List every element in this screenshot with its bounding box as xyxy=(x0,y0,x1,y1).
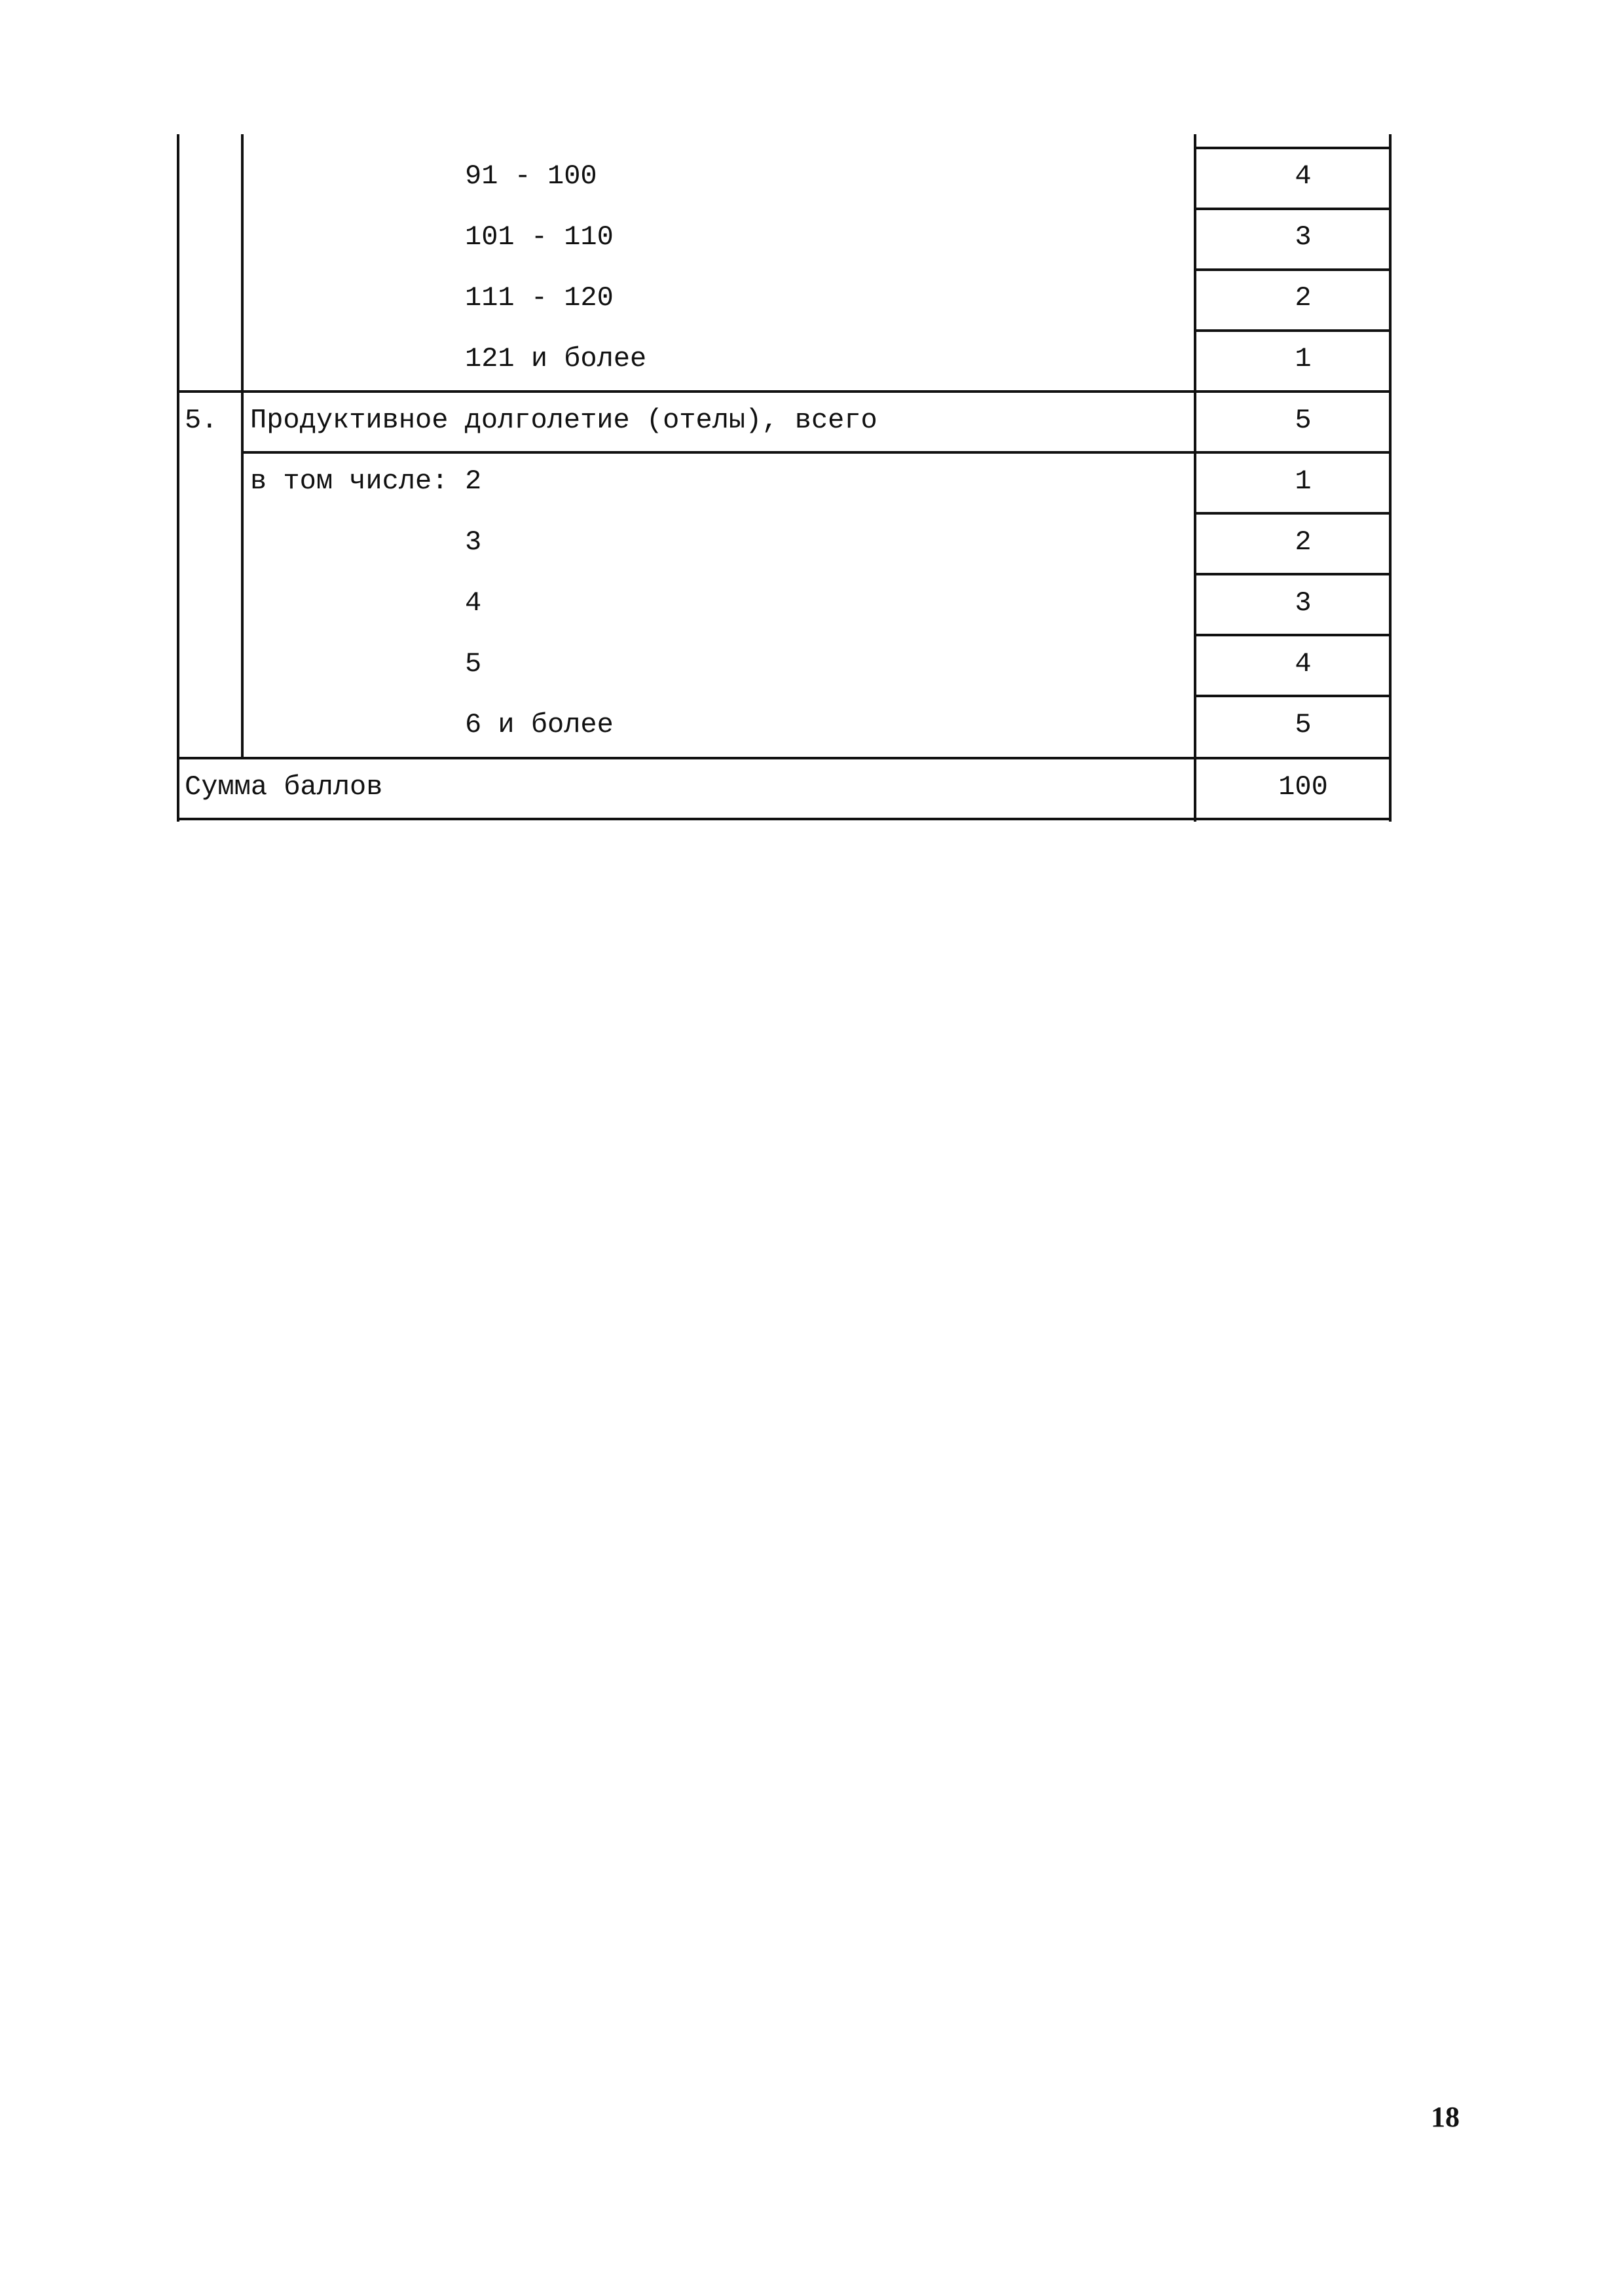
score-cell-border xyxy=(1194,147,1392,149)
row-divider xyxy=(241,451,1392,454)
row-divider xyxy=(177,757,1392,759)
row-label: 3 xyxy=(465,526,482,558)
column-divider-num xyxy=(241,134,244,759)
row-label-prefix: в том числе: xyxy=(250,465,449,497)
row-score: 1 xyxy=(1295,343,1312,374)
row-score: 2 xyxy=(1295,526,1312,558)
score-cell-border xyxy=(1194,695,1392,697)
row-score: 1 xyxy=(1295,465,1312,497)
row-score: 5 xyxy=(1295,709,1312,740)
row-label: 111 - 120 xyxy=(465,282,614,314)
row-label: 121 и более xyxy=(465,343,647,374)
row-score: 3 xyxy=(1295,587,1312,619)
score-cell-border xyxy=(1194,512,1392,515)
score-cell-border xyxy=(1194,573,1392,575)
score-cell-border xyxy=(1194,634,1392,636)
row-label: 4 xyxy=(465,587,482,619)
row-label: 5 xyxy=(465,648,482,680)
row-score: 4 xyxy=(1295,160,1312,192)
total-label: Сумма баллов xyxy=(185,771,383,803)
row-label: 101 - 110 xyxy=(465,221,614,253)
score-cell-border xyxy=(1194,268,1392,271)
column-divider-score xyxy=(1194,134,1196,822)
row-number: 5. xyxy=(185,405,218,436)
page-number: 18 xyxy=(1431,2101,1460,2133)
score-cell-border xyxy=(1194,208,1392,210)
row-label: 6 и более xyxy=(465,709,614,740)
row-score: 4 xyxy=(1295,648,1312,680)
row-divider xyxy=(177,390,1392,393)
table-left-border xyxy=(177,134,179,822)
row-label: 2 xyxy=(465,465,482,497)
row-score: 3 xyxy=(1295,221,1312,253)
score-cell-border xyxy=(1194,329,1392,332)
table-bottom-border xyxy=(177,818,1392,820)
row-score: 2 xyxy=(1295,282,1312,314)
row-label: 91 - 100 xyxy=(465,160,597,192)
row-label: Продуктивное долголетие (отелы), всего xyxy=(250,405,877,436)
row-score: 5 xyxy=(1295,405,1312,436)
total-score: 100 xyxy=(1278,771,1328,803)
